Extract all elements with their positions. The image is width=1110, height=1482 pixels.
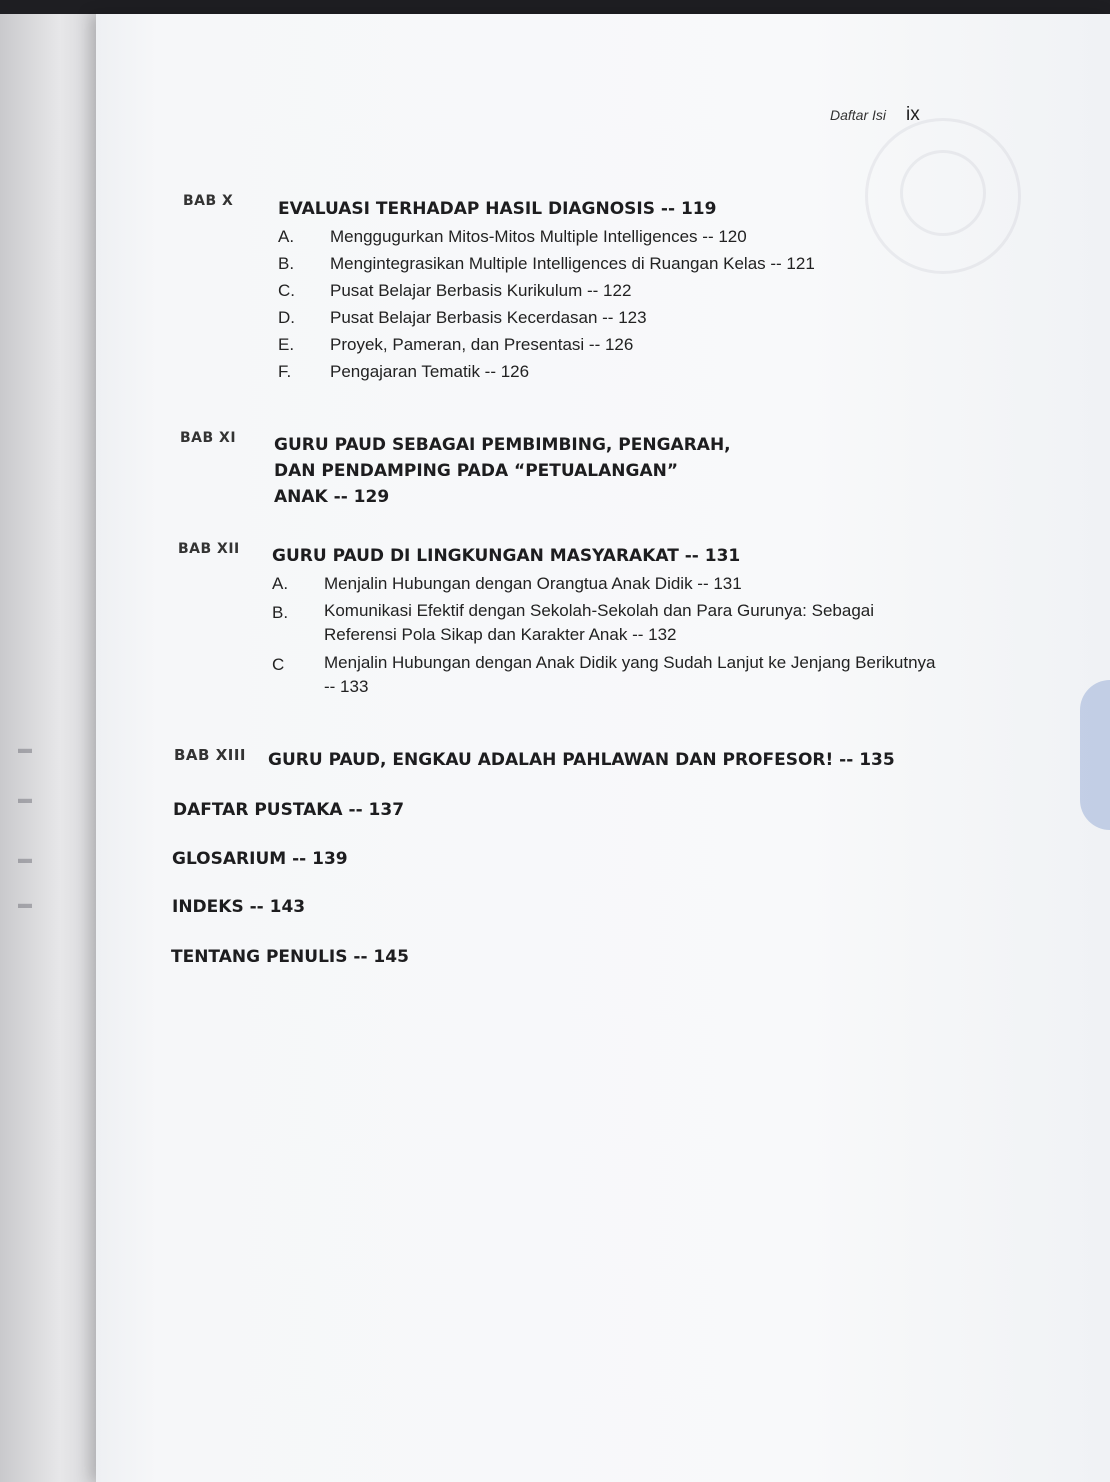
item-letter: C xyxy=(272,655,285,674)
item-text: Pusat Belajar Berbasis Kurikulum -- 122 xyxy=(330,281,632,300)
toc-indeks: INDEKS -- 143 xyxy=(172,897,306,917)
page-top-shadow xyxy=(0,0,1110,14)
toc-item xyxy=(278,331,815,358)
item-text: Pengajaran Tematik -- 126 xyxy=(330,362,530,381)
chapter-title-line: ANAK -- 129 xyxy=(274,487,390,507)
item-letter: B. xyxy=(278,254,295,273)
toc-tentang-penulis: TENTANG PENULIS -- 145 xyxy=(171,947,409,967)
bleed-through-mark: ▬ xyxy=(18,790,32,806)
chapter-number: BAB X xyxy=(183,193,234,209)
previous-page-edge xyxy=(0,0,110,1482)
toc-item xyxy=(278,250,815,277)
toc-item xyxy=(278,304,815,331)
chapter-items xyxy=(272,570,944,699)
bleed-through-seal-inner xyxy=(900,150,986,236)
item-text: Menjalin Hubungan dengan Anak Didik yang Sudah Lanjut ke Jenjang Berikutnya -- 133 xyxy=(324,653,936,696)
item-text: Proyek, Pameran, dan Presentasi -- 126 xyxy=(330,335,634,354)
toc-item xyxy=(278,358,815,385)
toc-daftar-pustaka: DAFTAR PUSTAKA -- 137 xyxy=(173,800,405,820)
chapter-number: BAB XII xyxy=(178,541,240,557)
item-text: Menggugurkan Mitos-Mitos Multiple Intelligences -- 120 xyxy=(330,227,747,246)
chapter-title: GURU PAUD DI LINGKUNGAN MASYARAKAT -- 131 xyxy=(272,546,741,566)
item-letter: C. xyxy=(278,281,295,300)
item-letter: D. xyxy=(278,308,295,327)
page-number: ix xyxy=(906,104,920,125)
chapter-title-line: DAN PENDAMPING PADA “PETUALANGAN” xyxy=(274,461,679,481)
running-header: Daftar Isi xyxy=(830,107,887,123)
bleed-through-mark: ▬ xyxy=(18,895,32,911)
item-text: Mengintegrasikan Multiple Intelligences di Ruangan Kelas -- 121 xyxy=(330,254,815,273)
chapter-title-line: GURU PAUD SEBAGAI PEMBIMBING, PENGARAH, xyxy=(274,435,731,455)
bleed-through-mark: ▬ xyxy=(18,850,32,866)
item-letter: F. xyxy=(278,362,292,381)
page-header xyxy=(830,104,970,126)
item-letter: E. xyxy=(278,335,295,354)
toc-item xyxy=(278,223,815,250)
chapter-items xyxy=(278,223,815,385)
bleed-through-blue-stamp xyxy=(1080,680,1110,830)
toc-glosarium: GLOSARIUM -- 139 xyxy=(172,849,348,869)
item-letter: A. xyxy=(278,227,295,246)
chapter-title: EVALUASI TERHADAP HASIL DIAGNOSIS -- 119 xyxy=(278,199,717,219)
chapter-number: BAB XIII xyxy=(174,746,247,764)
toc-item xyxy=(272,599,944,647)
chapter-number: BAB XI xyxy=(180,430,237,446)
toc-item xyxy=(272,651,944,699)
item-text: Komunikasi Efektif dengan Sekolah-Sekolah dan Para Gurunya: Sebagai Referensi Pola Sikap dan Karakter Anak -- 132 xyxy=(324,601,875,644)
bleed-through-mark: ▬ xyxy=(18,740,32,756)
item-text: Menjalin Hubungan dengan Orangtua Anak Didik -- 131 xyxy=(324,574,742,593)
item-letter: B. xyxy=(272,603,289,622)
item-text: Pusat Belajar Berbasis Kecerdasan -- 123 xyxy=(330,308,647,327)
item-letter: A. xyxy=(272,574,289,593)
toc-item xyxy=(272,570,944,597)
toc-item xyxy=(278,277,815,304)
chapter-title: GURU PAUD, ENGKAU ADALAH PAHLAWAN DAN PROFESOR! -- 135 xyxy=(268,750,895,770)
